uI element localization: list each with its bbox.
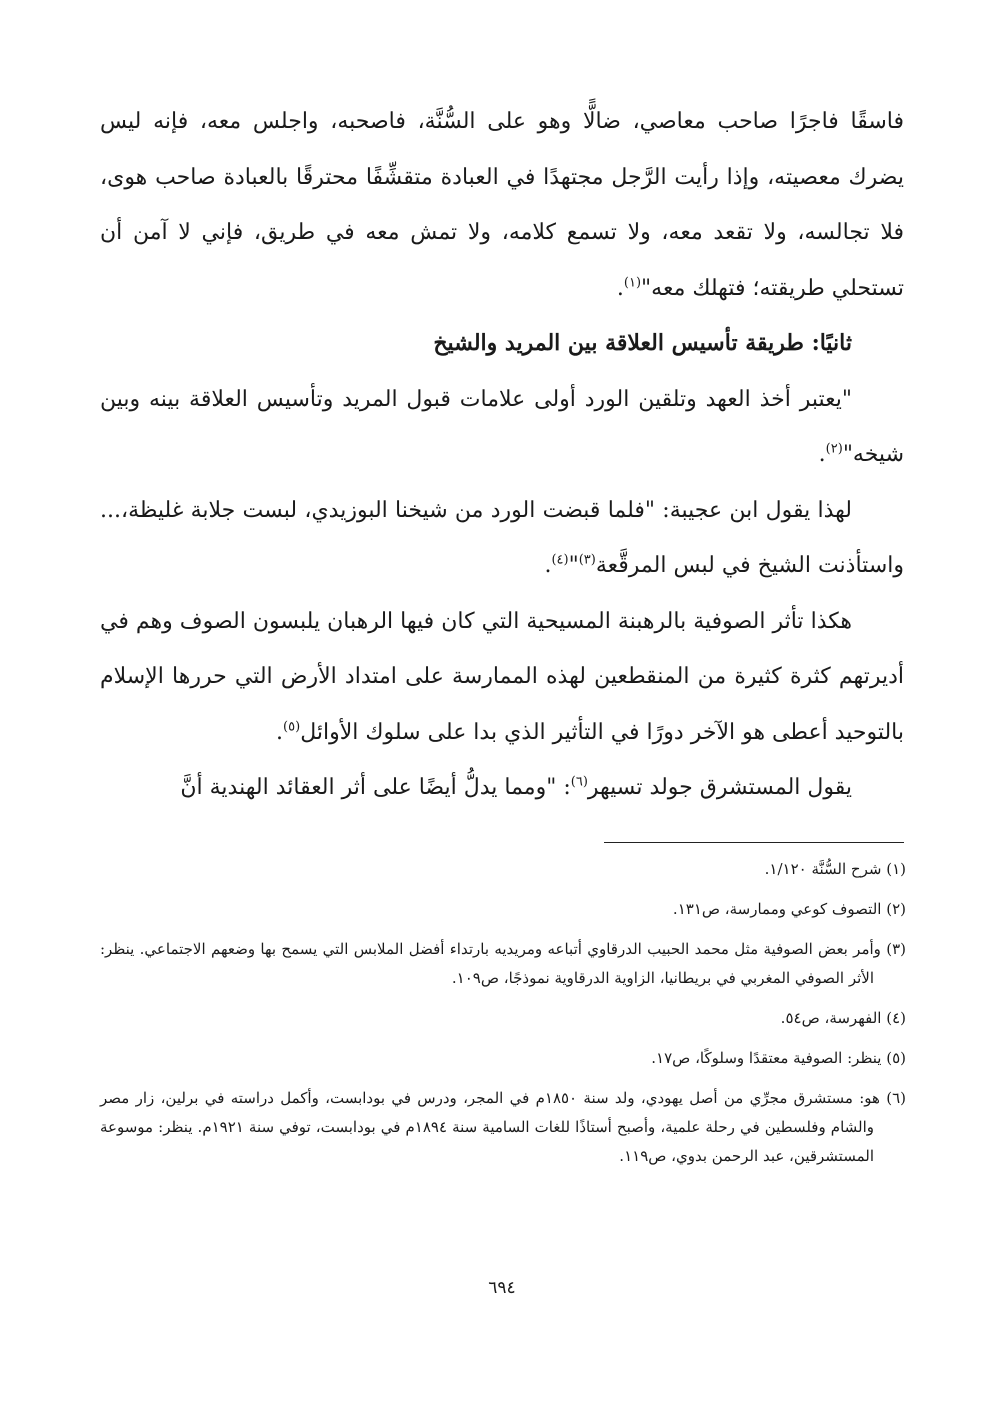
footnote-ref-3: (٣)	[578, 552, 596, 568]
paragraph-2	[100, 372, 904, 483]
paragraph-2-end: .	[818, 442, 826, 467]
section-heading-text: ثانيًا: طريقة تأسيس العلاقة بين المريد والشيخ	[433, 330, 852, 356]
paragraph-3-text: لهذا يقول ابن عجيبة: "فلما قبضت الورد من شيخنا البوزيدي، لبست جلابة غليظة،... واستأذنت الشيخ في لبس المرقَّعة	[100, 497, 904, 578]
paragraph-4-end: .	[276, 719, 284, 745]
footnotes	[100, 855, 906, 1182]
paragraph-3-quote: "	[568, 553, 579, 578]
footnote-5: (٥) ينظر: الصوفية معتقدًا وسلوكًا، ص١٧.	[651, 1049, 906, 1067]
footnote-4: (٤) الفهرسة، ص٥٤.	[780, 1009, 906, 1027]
footnote-3: (٣) وأمر بعض الصوفية مثل محمد الحبيب الدرقاوي أتباعه ومريديه بارتداء أفضل الملابس التي يسمح بها وضعهم الاجتماعي. ينظر: الأثر الصوفي المغربي في بريطانيا، الزاوية الدرقاوية نموذجًا، ص١٠٩.	[100, 940, 906, 987]
main-text	[100, 94, 904, 816]
paragraph-1-end: .	[616, 275, 624, 301]
paragraph-1	[100, 94, 904, 316]
footnote-ref-5: (٥)	[283, 719, 301, 735]
footnote-ref-2: (٢)	[825, 441, 843, 457]
footnote-ref-4: (٤)	[551, 552, 569, 568]
paragraph-5-text: يقول المستشرق جولد تسيهر	[587, 775, 852, 800]
paragraph-3-end: .	[544, 553, 552, 578]
paragraph-4-text: هكذا تأثر الصوفية بالرهبنة المسيحية التي كان فيها الرهبان يلبسون الصوف وهم في أديرتهم كثرة كثيرة من المنقطعين لهذه الممارسة على امتداد الأرض التي حررها الإسلام بالتوحيد أعطى هو الآخر دورًا في التأثير الذي بدا على سلوك الأوائل	[100, 608, 904, 745]
paragraph-4	[100, 594, 904, 761]
paragraph-1-text: فاسقًا فاجرًا صاحب معاصي، ضالًّا وهو على السُّنَّة، فاصحبه، واجلس معه، فإنه ليس يضرك معصيته، وإذا رأيت الرَّجل مجتهدًا في العبادة متقشِّفًا محترقًا بالعبادة صاحب هوى، فلا تجالسه، ولا تقعد معه، ولا تسمع كلامه، ولا تمش معه في طريق، فإني لا آمن أن تستحلي طريقته؛ فتهلك معه"	[100, 109, 904, 301]
page-number: ٦٩٤	[488, 1278, 516, 1298]
footnote-2: (٢) التصوف كوعي وممارسة، ص١٣١.	[672, 900, 906, 918]
paragraph-2-text: "يعتبر أخذ العهد وتلقين الورد أولى علامات قبول المريد وتأسيس العلاقة بينه وبين شيخه"	[100, 386, 904, 467]
footnote-ref-6: (٦)	[570, 774, 588, 790]
paragraph-5-end: : "ومما يدلُّ أيضًا على أثر العقائد الهندية أنَّ	[180, 775, 571, 800]
footnote-ref-1: (١)	[623, 275, 642, 291]
paragraph-3	[100, 483, 904, 594]
section-heading	[100, 316, 904, 372]
footnote-divider	[604, 842, 904, 843]
footnote-1: (١) شرح السُّنَّة ١/١٢٠.	[764, 860, 906, 878]
paragraph-5	[100, 760, 904, 816]
footnote-6: (٦) هو: مستشرق مجرِّي من أصل يهودي، ولد سنة ١٨٥٠م في المجر، ودرس في بودابست، وأكمل دراسته في برلين، زار مصر والشام وفلسطين في رحلة علمية، وأصبح أستاذًا للغات السامية سنة ١٨٩٤م في بودابست، توفي سنة ١٩٢١م. ينظر: موسوعة المستشرقين، عبد الرحمن بدوي، ص١١٩.	[100, 1089, 907, 1165]
